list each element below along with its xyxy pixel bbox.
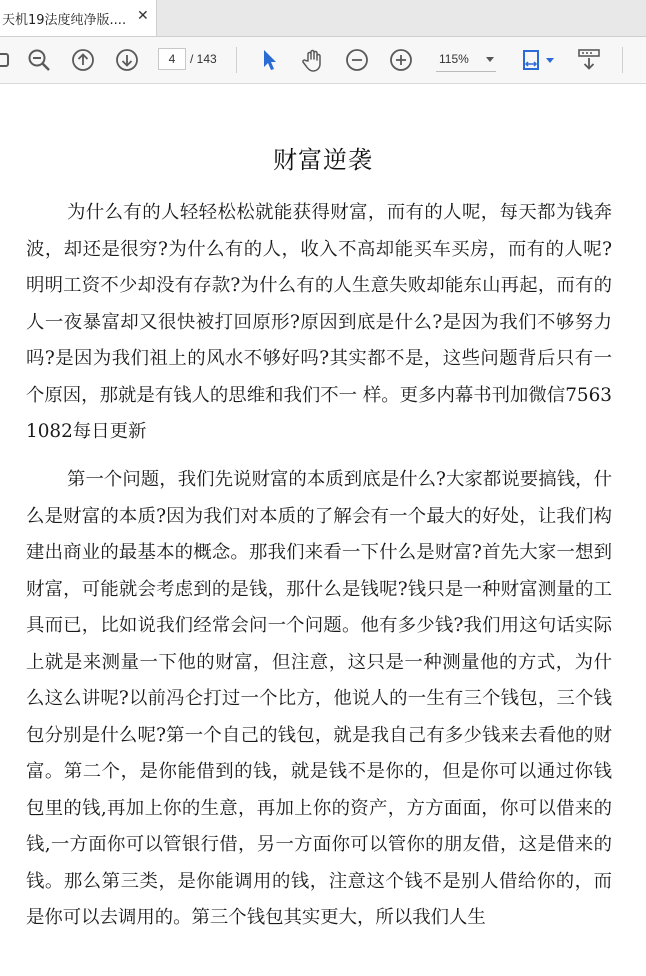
zoom-value: 115%: [439, 52, 469, 66]
paragraph: 第一个问题，我们先说财富的本质到底是什么?大家都说要搞钱，什么是财富的本质?因为我们对本质的了解会有一个最大的好处，让我们构建出商业的最基本的概念。那我们来看一下什么是财富?首先大家一想到财富，可能就会考虑到的是钱，那什么是钱呢?钱只是一种财富测量的工具而已，比如说我们经常会问一个问题。他有多少钱?我们用这句话实际上就是来测量一下他的财富，但注意，这只是一种测量他的方式，为什么这么讲呢?以前冯仑打过一个比方，他说人的一生有三个钱包，三个钱包分别是什么呢?第一个自己的钱包，就是我自己有多少钱来去看他的财富。第二个，是你能借到的钱，就是钱不是你的，但是你可以通过你钱包里的钱,再加上你的生意，再加上你的资产，方方面面，你可以借来的钱,一方面你可以管银行借，另一方面你可以管你的朋友借，这是借来的钱。那么第三类，是你能调用的钱，注意这个钱不是别人借给你的，而是你可以去调用的。第三个钱包其实更大，所以我们人生: [26, 469, 612, 928]
zoom-underline: [436, 71, 496, 72]
page-total: / 143: [190, 52, 217, 66]
tab-title: 天机19法度纯净版....: [2, 13, 127, 28]
select-arrow-icon[interactable]: [256, 47, 282, 73]
document-tab[interactable]: [0, 0, 157, 36]
zoom-out-magnifier-icon[interactable]: [26, 47, 52, 73]
next-page-icon[interactable]: [114, 47, 140, 73]
fit-page-dropdown-icon[interactable]: [545, 47, 555, 73]
partial-left-icon[interactable]: [0, 47, 16, 73]
paragraph: 为什么有的人轻轻松松就能获得财富，而有的人呢，每天都为钱奔波，却还是很穷?为什么有的人，收入不高却能买车买房，而有的人呢?明明工资不少却没有存款?为什么有的人生意失败却能东山再起，而有的人一夜暴富却又很快被打回原形?原因到底是什么?是因为我们不够努力吗?是因为我们祖上的风水不够好吗?其实都不是，这些问题背后只有一个原因，那就是有钱人的思维和我们不一 样。更多内幕书刊加微信75631082每日更新: [26, 202, 612, 442]
tab-bar: [0, 0, 646, 37]
toolbar-divider-right: [622, 47, 623, 73]
close-tab-icon[interactable]: ✕: [137, 8, 149, 24]
zoom-in-icon[interactable]: [388, 47, 414, 73]
scroll-mode-icon[interactable]: [576, 47, 602, 73]
document-page[interactable]: [0, 84, 646, 976]
fit-page-icon[interactable]: [520, 47, 546, 73]
previous-page-icon[interactable]: [70, 47, 96, 73]
chevron-down-icon: [486, 57, 494, 62]
toolbar: [0, 37, 646, 84]
zoom-out-icon[interactable]: [344, 47, 370, 73]
page-number-input[interactable]: 4: [158, 48, 186, 70]
zoom-dropdown[interactable]: [430, 48, 500, 70]
hand-tool-icon[interactable]: [300, 47, 326, 73]
toolbar-divider: [236, 47, 237, 73]
page-title: 财富逆袭: [273, 146, 373, 174]
